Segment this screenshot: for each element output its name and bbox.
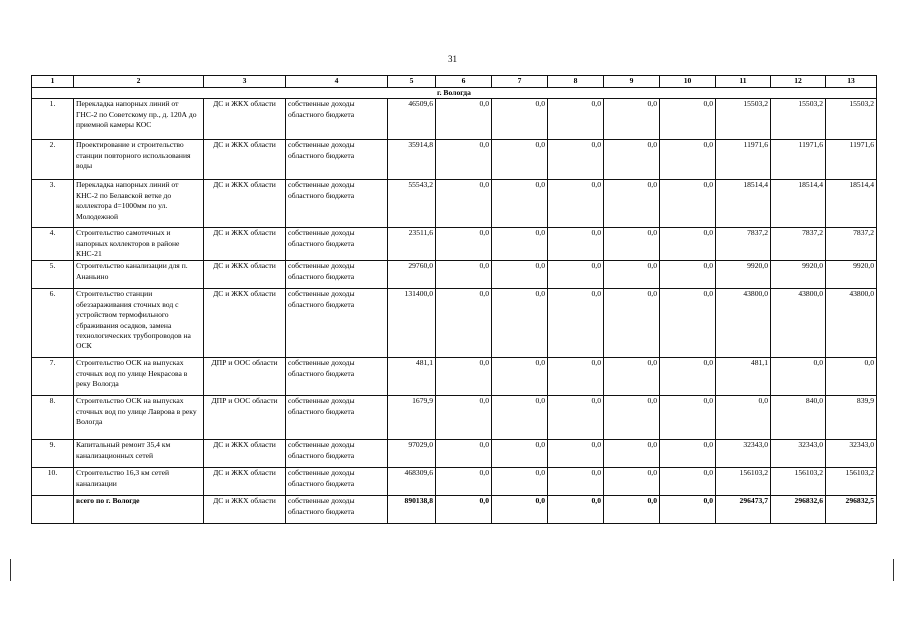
amount-cell: 43800,0	[716, 289, 771, 358]
amount-cell: 46509,6	[388, 99, 436, 140]
amount-cell: 0,0	[660, 396, 716, 440]
amount-cell: 0,0	[548, 468, 604, 496]
amount-cell: 43800,0	[826, 289, 877, 358]
amount-cell: 32343,0	[771, 440, 826, 468]
column-header: 4	[286, 76, 388, 88]
amount-cell: 481,1	[716, 358, 771, 396]
project-name: Строительство самотечных и напорных коллекторов в районе КНС-21	[74, 228, 204, 261]
table-row	[32, 396, 877, 440]
amount-cell: 32343,0	[716, 440, 771, 468]
amount-cell: 0,0	[436, 358, 492, 396]
funding-source: собственные доходы областного бюджета	[286, 99, 388, 140]
amount-cell: 0,0	[548, 261, 604, 289]
column-header: 9	[604, 76, 660, 88]
amount-cell: 839,9	[826, 396, 877, 440]
funding-source: собственные доходы областного бюджета	[286, 396, 388, 440]
amount-cell: 0,0	[548, 358, 604, 396]
amount-cell: 0,0	[660, 228, 716, 261]
amount-cell: 0,0	[604, 180, 660, 228]
amount-cell: 0,0	[492, 468, 548, 496]
total-amount-cell: 296832,6	[771, 496, 826, 524]
responsible-agency: ДС и ЖКХ области	[204, 180, 286, 228]
responsible-agency: ДС и ЖКХ области	[204, 140, 286, 180]
amount-cell: 15503,2	[826, 99, 877, 140]
amount-cell: 15503,2	[716, 99, 771, 140]
amount-cell: 0,0	[660, 140, 716, 180]
column-header: 6	[436, 76, 492, 88]
row-number: 5.	[32, 261, 74, 289]
city-row	[32, 88, 877, 99]
total-label: всего по г. Вологде	[74, 496, 204, 524]
amount-cell: 0,0	[604, 140, 660, 180]
left-edge-mark	[10, 559, 11, 581]
amount-cell: 156103,2	[771, 468, 826, 496]
project-name: Перекладка напорных линий от ГНС-2 по Советскому пр., д. 120А до приемной камеры КОС	[74, 99, 204, 140]
row-number: 3.	[32, 180, 74, 228]
row-number: 7.	[32, 358, 74, 396]
amount-cell: 7837,2	[826, 228, 877, 261]
project-name: Перекладка напорных линий от КНС-2 по Белавской ветке до коллектора d=1000мм по ул. Молодежной	[74, 180, 204, 228]
row-number: 10.	[32, 468, 74, 496]
amount-cell: 0,0	[436, 396, 492, 440]
table-row	[32, 358, 877, 396]
project-name: Капитальный ремонт 35,4 км канализационных сетей	[74, 440, 204, 468]
amount-cell: 0,0	[660, 261, 716, 289]
amount-cell: 0,0	[492, 440, 548, 468]
amount-cell: 0,0	[548, 440, 604, 468]
column-header: 13	[826, 76, 877, 88]
amount-cell: 0,0	[548, 289, 604, 358]
amount-cell: 481,1	[388, 358, 436, 396]
amount-cell: 0,0	[604, 468, 660, 496]
column-header: 5	[388, 76, 436, 88]
amount-cell: 0,0	[548, 140, 604, 180]
amount-cell: 0,0	[436, 228, 492, 261]
total-row	[32, 496, 877, 524]
amount-cell: 32343,0	[826, 440, 877, 468]
amount-cell: 43800,0	[771, 289, 826, 358]
total-row-number	[32, 496, 74, 524]
table-row	[32, 180, 877, 228]
amount-cell: 0,0	[436, 180, 492, 228]
amount-cell: 0,0	[436, 289, 492, 358]
project-name: Строительство ОСК на выпусках сточных вод по улице Некрасова в реку Вологда	[74, 358, 204, 396]
amount-cell: 0,0	[716, 396, 771, 440]
table-row	[32, 140, 877, 180]
column-header: 2	[74, 76, 204, 88]
funding-source: собственные доходы областного бюджета	[286, 261, 388, 289]
responsible-agency: ДС и ЖКХ области	[204, 468, 286, 496]
amount-cell: 0,0	[492, 358, 548, 396]
amount-cell: 0,0	[548, 180, 604, 228]
amount-cell: 131400,0	[388, 289, 436, 358]
project-name: Проектирование и строительство станции повторного использования воды	[74, 140, 204, 180]
amount-cell: 0,0	[492, 180, 548, 228]
project-name: Строительство 16,3 км сетей канализации	[74, 468, 204, 496]
right-edge-mark	[893, 559, 894, 581]
amount-cell: 9920,0	[716, 261, 771, 289]
amount-cell: 0,0	[660, 289, 716, 358]
column-header: 8	[548, 76, 604, 88]
row-number: 6.	[32, 289, 74, 358]
table-row	[32, 468, 877, 496]
total-amount-cell: 890138,8	[388, 496, 436, 524]
amount-cell: 9920,0	[771, 261, 826, 289]
row-number: 2.	[32, 140, 74, 180]
project-name: Строительство канализации для п. Ананьино	[74, 261, 204, 289]
amount-cell: 7837,2	[716, 228, 771, 261]
responsible-agency: ДС и ЖКХ области	[204, 99, 286, 140]
column-header: 11	[716, 76, 771, 88]
amount-cell: 18514,4	[826, 180, 877, 228]
funding-source: собственные доходы областного бюджета	[286, 228, 388, 261]
amount-cell: 29760,0	[388, 261, 436, 289]
total-amount-cell: 0,0	[548, 496, 604, 524]
funding-source: собственные доходы областного бюджета	[286, 289, 388, 358]
amount-cell: 11971,6	[771, 140, 826, 180]
responsible-agency: ДС и ЖКХ области	[204, 261, 286, 289]
amount-cell: 0,0	[492, 396, 548, 440]
project-name: Строительство станции обеззараживания сточных вод с устройством термофильного сбраживания осадков, замена технологических трубопроводов на ОСК	[74, 289, 204, 358]
amount-cell: 9920,0	[826, 261, 877, 289]
column-number-row	[32, 76, 877, 88]
amount-cell: 0,0	[660, 358, 716, 396]
amount-cell: 0,0	[492, 261, 548, 289]
total-amount-cell: 0,0	[604, 496, 660, 524]
amount-cell: 0,0	[604, 358, 660, 396]
amount-cell: 18514,4	[716, 180, 771, 228]
amount-cell: 0,0	[492, 289, 548, 358]
amount-cell: 55543,2	[388, 180, 436, 228]
table-row	[32, 99, 877, 140]
column-header: 10	[660, 76, 716, 88]
funding-source: собственные доходы областного бюджета	[286, 180, 388, 228]
amount-cell: 0,0	[436, 468, 492, 496]
total-amount-cell: 0,0	[660, 496, 716, 524]
amount-cell: 156103,2	[716, 468, 771, 496]
amount-cell: 0,0	[604, 289, 660, 358]
funding-source: собственные доходы областного бюджета	[286, 140, 388, 180]
city-name: г. Вологда	[32, 88, 877, 99]
amount-cell: 0,0	[492, 140, 548, 180]
budget-table	[31, 75, 877, 524]
amount-cell: 15503,2	[771, 99, 826, 140]
funding-source: собственные доходы областного бюджета	[286, 358, 388, 396]
column-header: 7	[492, 76, 548, 88]
amount-cell: 0,0	[604, 261, 660, 289]
amount-cell: 11971,6	[716, 140, 771, 180]
table-row	[32, 289, 877, 358]
column-header: 1	[32, 76, 74, 88]
amount-cell: 18514,4	[771, 180, 826, 228]
total-amount-cell: 0,0	[492, 496, 548, 524]
responsible-agency: ДПР и ООС области	[204, 358, 286, 396]
funding-source: собственные доходы областного бюджета	[286, 468, 388, 496]
table-row	[32, 440, 877, 468]
amount-cell: 11971,6	[826, 140, 877, 180]
total-agency: ДС и ЖКХ области	[204, 496, 286, 524]
amount-cell: 0,0	[436, 261, 492, 289]
amount-cell: 35914,8	[388, 140, 436, 180]
row-number: 1.	[32, 99, 74, 140]
amount-cell: 0,0	[548, 396, 604, 440]
amount-cell: 1679,9	[388, 396, 436, 440]
total-amount-cell: 296832,5	[826, 496, 877, 524]
amount-cell: 0,0	[604, 396, 660, 440]
responsible-agency: ДПР и ООС области	[204, 396, 286, 440]
amount-cell: 0,0	[660, 180, 716, 228]
page-number: 31	[448, 54, 457, 64]
amount-cell: 0,0	[436, 140, 492, 180]
total-amount-cell: 296473,7	[716, 496, 771, 524]
amount-cell: 0,0	[771, 358, 826, 396]
amount-cell: 0,0	[492, 228, 548, 261]
amount-cell: 0,0	[826, 358, 877, 396]
amount-cell: 468309,6	[388, 468, 436, 496]
amount-cell: 156103,2	[826, 468, 877, 496]
amount-cell: 23511,6	[388, 228, 436, 261]
total-amount-cell: 0,0	[436, 496, 492, 524]
amount-cell: 0,0	[660, 440, 716, 468]
amount-cell: 0,0	[548, 99, 604, 140]
amount-cell: 7837,2	[771, 228, 826, 261]
amount-cell: 0,0	[436, 440, 492, 468]
amount-cell: 0,0	[604, 440, 660, 468]
column-header: 3	[204, 76, 286, 88]
amount-cell: 0,0	[436, 99, 492, 140]
project-name: Строительство ОСК на выпусках сточных вод по улице Лаврова в реку Вологда	[74, 396, 204, 440]
funding-source: собственные доходы областного бюджета	[286, 440, 388, 468]
table-row	[32, 261, 877, 289]
amount-cell: 840,0	[771, 396, 826, 440]
responsible-agency: ДС и ЖКХ области	[204, 440, 286, 468]
table-row	[32, 228, 877, 261]
row-number: 9.	[32, 440, 74, 468]
amount-cell: 0,0	[492, 99, 548, 140]
row-number: 4.	[32, 228, 74, 261]
amount-cell: 0,0	[548, 228, 604, 261]
amount-cell: 0,0	[604, 99, 660, 140]
amount-cell: 0,0	[604, 228, 660, 261]
row-number: 8.	[32, 396, 74, 440]
amount-cell: 0,0	[660, 468, 716, 496]
column-header: 12	[771, 76, 826, 88]
amount-cell: 97029,0	[388, 440, 436, 468]
responsible-agency: ДС и ЖКХ области	[204, 228, 286, 261]
total-funding-source: собственные доходы областного бюджета	[286, 496, 388, 524]
responsible-agency: ДС и ЖКХ области	[204, 289, 286, 358]
amount-cell: 0,0	[660, 99, 716, 140]
